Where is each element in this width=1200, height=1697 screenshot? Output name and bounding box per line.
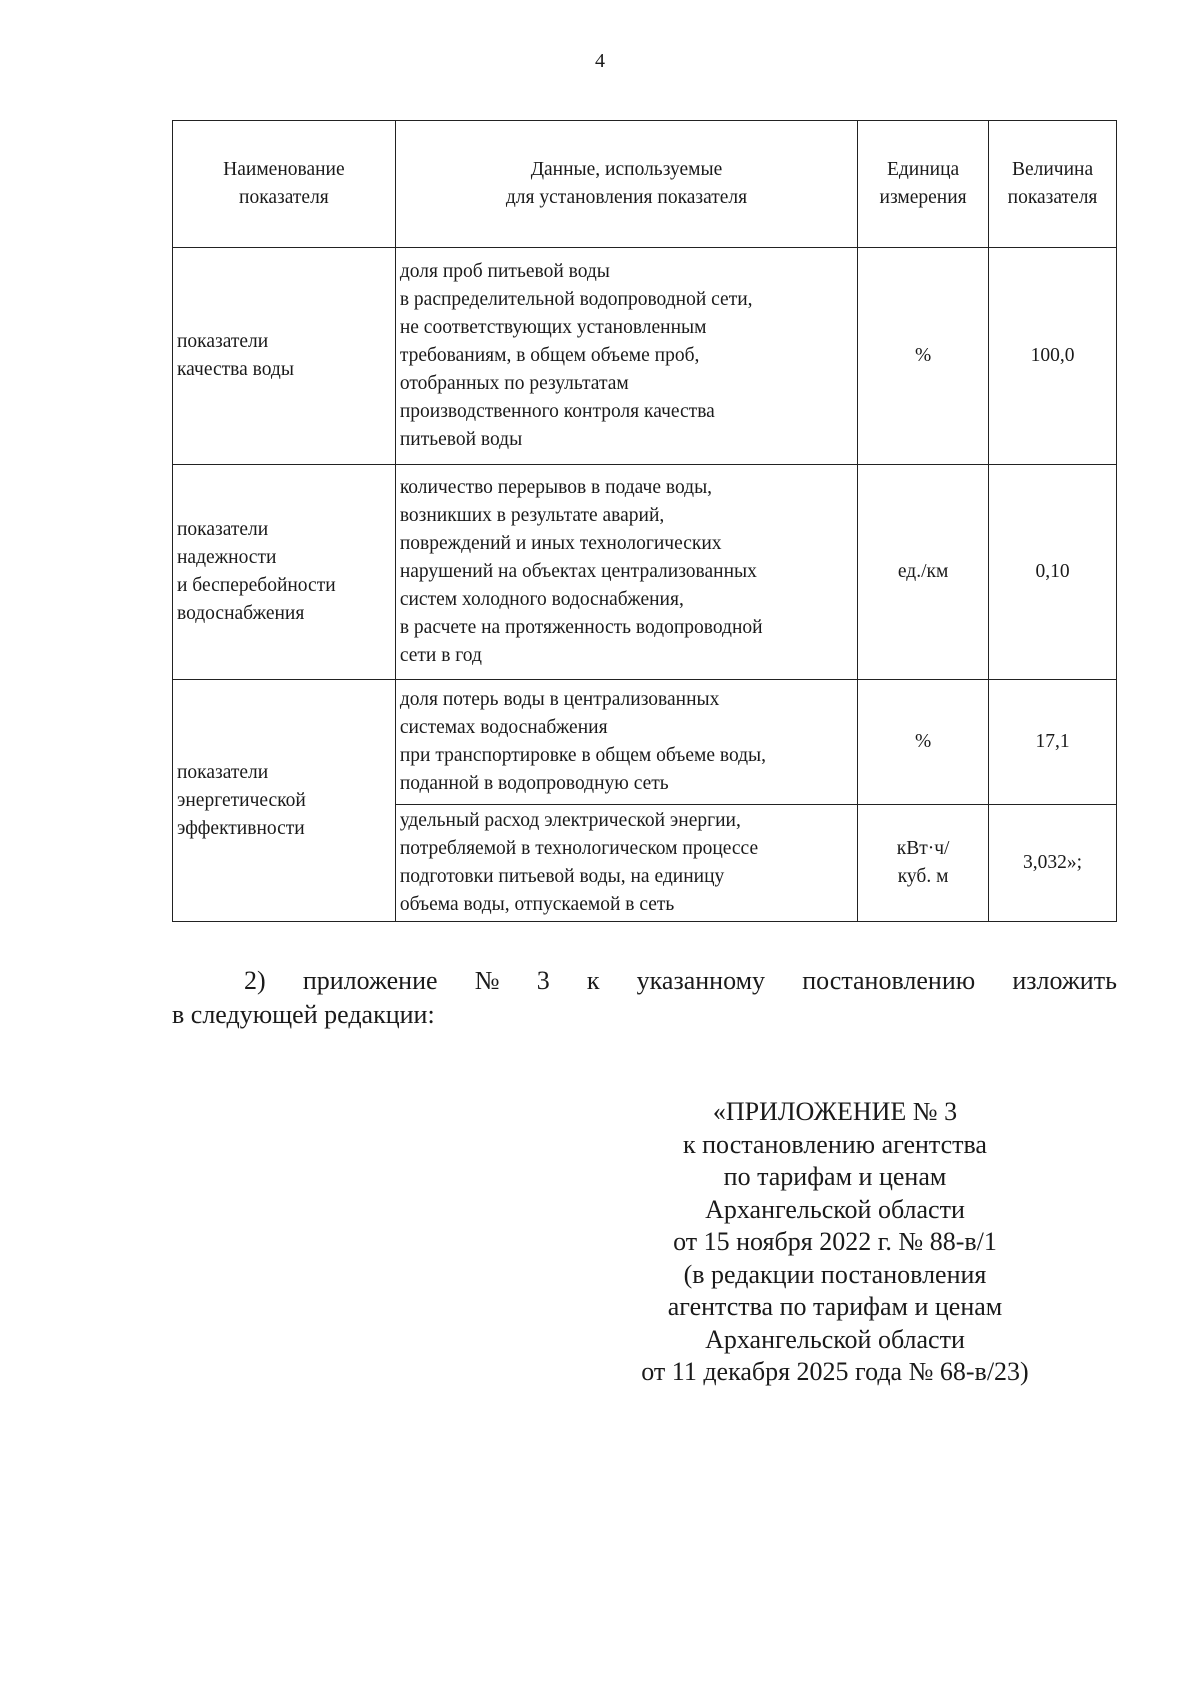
indicator-value: 0,10 xyxy=(989,465,1117,680)
paragraph-word: к xyxy=(586,966,600,995)
paragraph-word: приложение xyxy=(302,966,438,995)
indicator-unit: кВт·ч/ куб. м xyxy=(858,805,989,922)
indicator-unit: % xyxy=(858,680,989,805)
appendix-line: к постановлению агентства xyxy=(683,1129,987,1159)
header-unit: Единица измерения xyxy=(858,121,989,248)
appendix-line: по тарифам и ценам xyxy=(723,1162,947,1191)
indicator-value: 3,032»; xyxy=(989,805,1117,922)
appendix-title: «ПРИЛОЖЕНИЕ № 3 xyxy=(712,1097,958,1126)
paragraph-word: 2) xyxy=(244,966,266,995)
indicator-data: количество перерывов в подаче воды, возникших в результате аварий, повреждений и иных технологических нарушений на объектах централизованных систем холодного водоснабжения, в расчете на протяженность водопроводной сети в год xyxy=(395,465,857,680)
paragraph-word: изложить xyxy=(1012,966,1117,995)
amendment-paragraph xyxy=(172,964,1117,1032)
table-row xyxy=(173,465,1117,680)
indicator-data: удельный расход электрической энергии, потребляемой в технологическом процессе подготовки питьевой воды, на единицу объема воды, отпускаемой в сеть xyxy=(395,805,857,922)
appendix-line: от 15 ноября 2022 г. № 88-в/1 xyxy=(673,1227,997,1256)
paragraph-word: 3 xyxy=(536,966,550,995)
paragraph-word: № xyxy=(474,966,500,995)
table-row xyxy=(173,248,1117,465)
indicator-value: 17,1 xyxy=(989,680,1117,805)
paragraph-word: указанному xyxy=(636,966,766,995)
header-indicator-name: Наименование показателя xyxy=(173,121,396,248)
paragraph-word: постановлению xyxy=(802,966,976,995)
paragraph-line-1 xyxy=(172,964,1117,998)
table-header-row xyxy=(173,121,1117,248)
appendix-line: от 11 декабря 2025 года № 68-в/23) xyxy=(641,1357,1029,1386)
header-data-used: Данные, используемые для установления показателя xyxy=(395,121,857,248)
page-number: 4 xyxy=(595,50,605,72)
header-value: Величина показателя xyxy=(989,121,1117,248)
indicator-name: показатели надежности и бесперебойности водоснабжения xyxy=(173,465,396,680)
indicator-value: 100,0 xyxy=(989,248,1117,465)
appendix-line: агентства по тарифам и ценам xyxy=(667,1292,1003,1321)
indicators-table xyxy=(172,120,1117,922)
appendix-line: Архангельской области xyxy=(705,1194,965,1224)
appendix-line: (в редакции постановления xyxy=(683,1259,987,1289)
paragraph-line-2: в следующей редакции: xyxy=(172,1000,435,1029)
indicator-name: показатели качества воды xyxy=(173,248,396,465)
indicator-name: показатели энергетической эффективности xyxy=(173,680,396,922)
indicator-unit: % xyxy=(858,248,989,465)
table-row xyxy=(173,680,1117,805)
indicator-data: доля потерь воды в централизованных системах водоснабжения при транспортировке в общем объеме воды, поданной в водопроводную сеть xyxy=(395,680,857,805)
appendix-header-block xyxy=(590,1096,1080,1389)
indicator-data: доля проб питьевой воды в распределительной водопроводной сети, не соответствующих установленным требованиям, в общем объеме проб, отобранных по результатам производственного контроля качества питьевой воды xyxy=(395,248,857,465)
indicator-unit: ед./км xyxy=(858,465,989,680)
appendix-line: Архангельской области xyxy=(705,1324,965,1354)
